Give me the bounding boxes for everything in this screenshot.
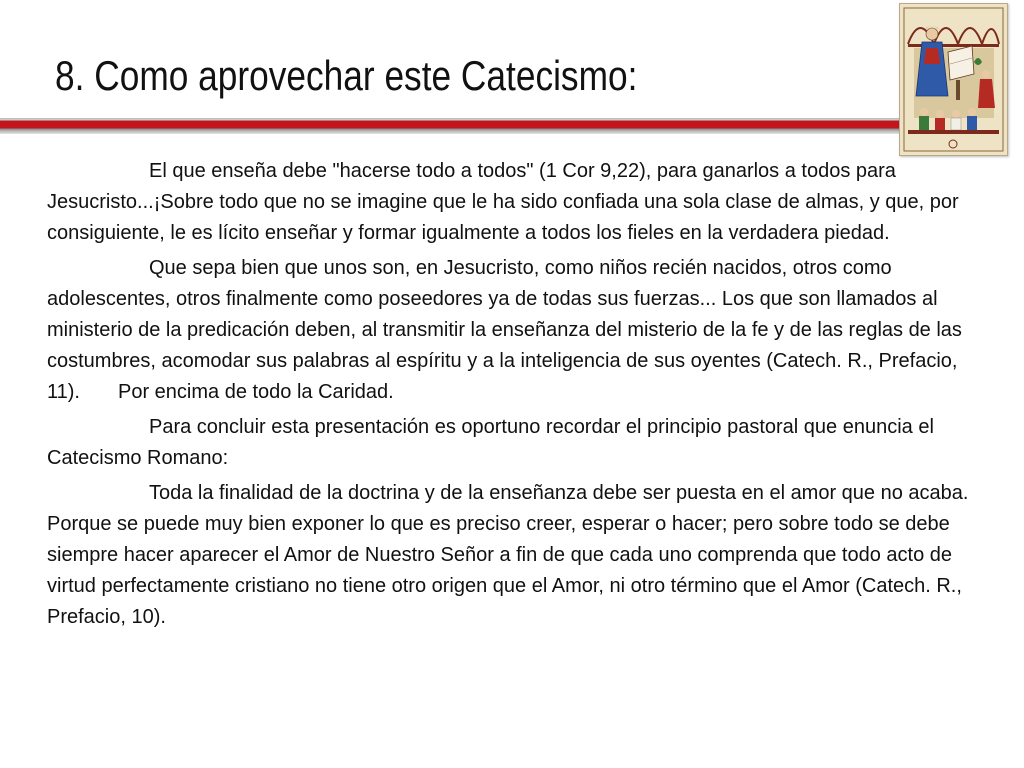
paragraph-4: Toda la finalidad de la doctrina y de la enseñanza debe ser puesta en el amor que no acaba. Porque se puede muy bien exponer lo que es preciso creer, esperar o hacer; pero sobre todo se debe siempre hacer aparecer el Amor de Nuestro Señor a fin de que cada uno comprenda que todo acto de virtud perfectamente cristiano no tiene otro origen que el Amor, ni otro término que el Amor (Catech. R., Prefacio, 10). xyxy=(47,482,969,628)
slide-title: 8. Como aprovechar este Catecismo: xyxy=(55,52,638,99)
paragraph-3: Para concluir esta presentación es oportuno recordar el principio pastoral que enuncia el Catecismo Romano: xyxy=(47,416,934,469)
title-underline-rule xyxy=(0,118,905,134)
paragraph-2 xyxy=(47,253,982,408)
slide-body-text xyxy=(47,156,982,637)
paragraph-2-text: Que sepa bien que unos son, en Jesucristo, como niños recién nacidos, otros como adolescentes, otros finalmente como poseedores ya de todas sus fuerzas... Los que son llamados al ministerio de la predicación deben, al transmitir la enseñanza del misterio de la fe y de las reglas de las costumbres, acomodar sus palabras al espíritu y a la inteligencia de sus oyentes (Catech. R., Prefacio, 11). xyxy=(47,257,962,403)
manuscript-illustration-icon xyxy=(899,3,1008,156)
paragraph-2-emphasis: Por encima de todo la Caridad. xyxy=(117,381,394,403)
paragraph-1: El que enseña debe "hacerse todo a todos" (1 Cor 9,22), para ganarlos a todos para Jesucristo...¡Sobre todo que no se imagine que le ha sido confiada una sola clase de almas, y que, por consiguiente, le es lícito enseñar y formar igualmente a todos los fieles en la verdadera piedad. xyxy=(47,160,959,244)
